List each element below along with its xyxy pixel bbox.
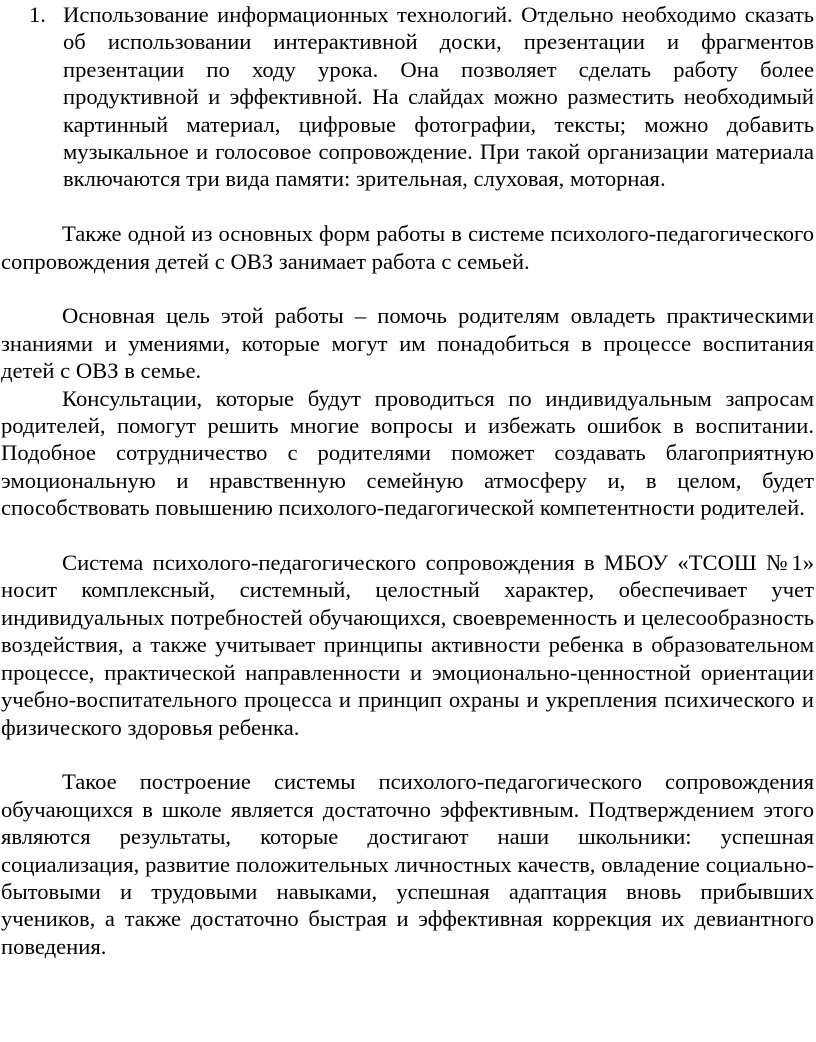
paragraph-spacer [1, 522, 814, 549]
paragraph-spacer [1, 741, 814, 768]
list-item-text: Использование информационных технологий. Отдельно необходимо сказать об использовании интерактивной доски, презентации и фрагментов презентации по ходу урока. Она позволяет сделать работу более продуктивной и эффективной. На слайдах можно разместить необходимый картинный материал, цифровые фотографии, тексты; можно добавить музыкальное и голосовое сопровождение. При такой организации материала включаются три вида памяти: зрительная, слуховая, моторная. [63, 2, 814, 192]
paragraph-spacer [1, 275, 814, 302]
paragraph-main-goal: Основная цель этой работы – помочь родителям овладеть практическими знаниями и умениями, которые могут им понадобиться в процессе воспитания детей с ОВЗ в семье. [1, 303, 814, 384]
paragraph-consultations: Консультации, которые будут проводиться по индивидуальным запросам родителей, помогут решить многие вопросы и избежать ошибок в воспитании. Подобное сотрудничество с родителями поможет создавать благоприятную эмоциональную и нравственную семейную атмосферу и, в целом, будет способствовать повышению психолого-педагогической компетентности родителей. [1, 385, 814, 521]
paragraph-family-work: Также одной из основных форм работы в системе психолого-педагогического сопровождения детей с ОВЗ занимает работа с семьей. [1, 221, 814, 274]
paragraph-effectiveness: Такое построение системы психолого-педагогического сопровождения обучающихся в школе является достаточно эффективным. Подтверждением этого являются результаты, которые достигают наши школьники: успешная социализация, развитие положительных личностных качеств, овладение социально-бытовыми и трудовыми навыками, успешная адаптация вновь прибывших учеников, а также достаточно быстрая и эффективная коррекция их девиантного поведения. [1, 769, 814, 959]
paragraph-spacer [1, 193, 814, 220]
list-item-number: 1. [29, 2, 46, 27]
document-page [0, 1, 816, 1042]
paragraph-support-system: Система психолого-педагогического сопровождения в МБОУ «ТСОШ №1» носит комплексный, системный, целостный характер, обеспечивает учет индивидуальных потребностей обучающихся, своевременность и целесообразность воздействия, а также учитывает принципы активности ребенка в образовательном процессе, практической направленности и эмоционально-ценностной ориентации учебно-воспитательного процесса и принцип охраны и укрепления психического и физического здоровья ребенка. [1, 550, 814, 740]
numbered-list-item [1, 1, 814, 193]
